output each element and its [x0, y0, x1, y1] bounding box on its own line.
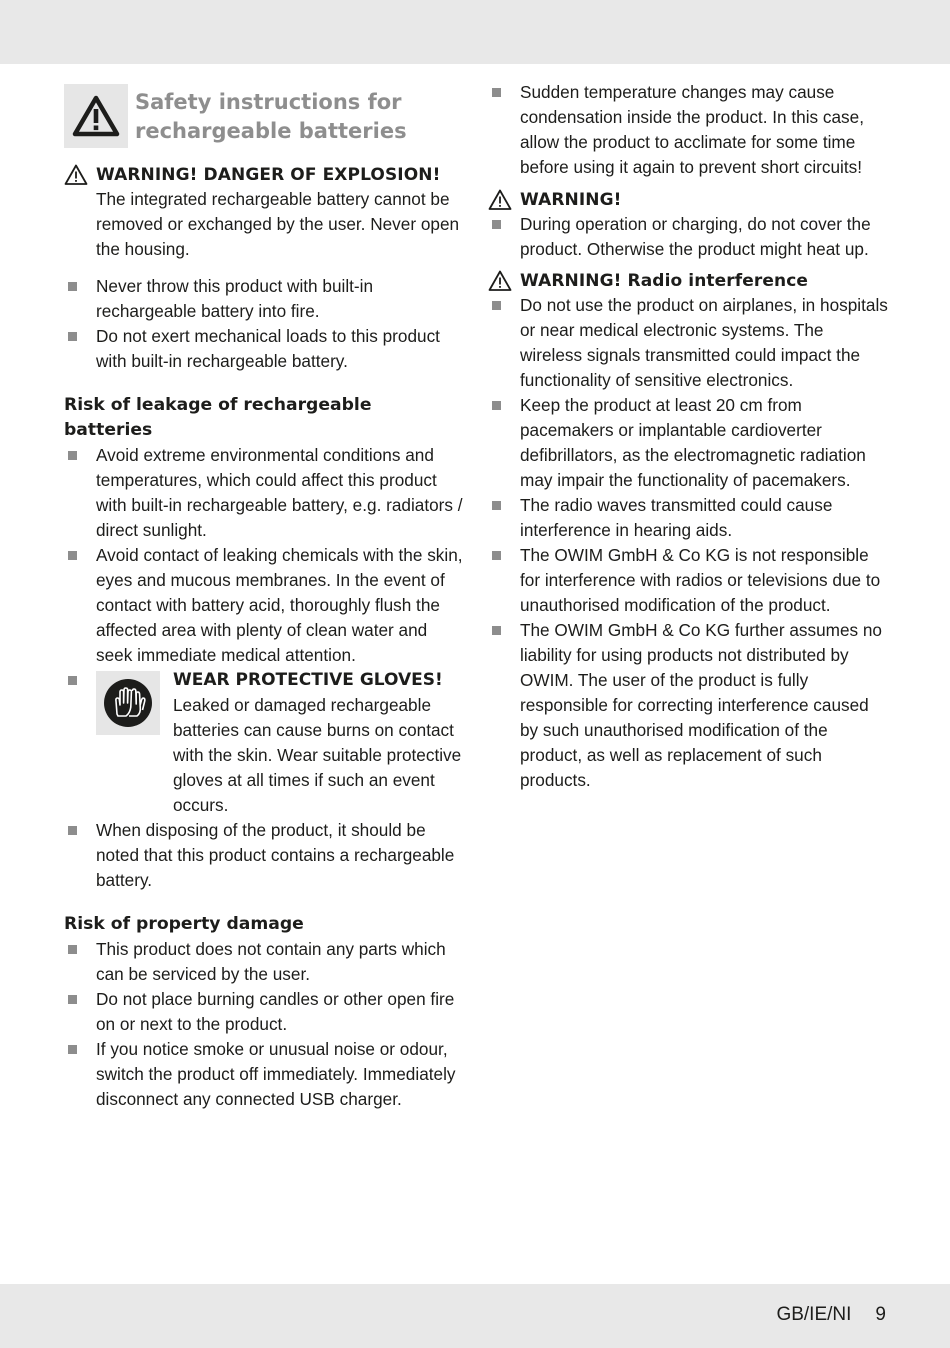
- list-item-gloves: [64, 668, 464, 818]
- explosion-warning-text: The integrated rechargeable battery cannot be removed or exchanged by the user. Never open the housing.: [96, 189, 460, 259]
- radio-interference-heading: [488, 268, 888, 293]
- list-item: During operation or charging, do not cover the product. Otherwise the product might heat up.: [488, 212, 888, 262]
- right-column: [488, 80, 888, 793]
- footer-region: GB/IE/NI: [776, 1304, 852, 1325]
- list-item: The OWIM GmbH & Co KG further assumes no liability for using products not distributed by OWIM. The user of the product is fully responsible for correcting interference caused by such unauthorised modification of the product, as well as replacement of such products.: [488, 618, 888, 793]
- title-line-1: Safety instructions for: [135, 90, 402, 114]
- explosion-warning-title: WARNING! DANGER OF EXPLOSION!: [96, 164, 441, 185]
- list-item: This product does not contain any parts which can be serviced by the user.: [64, 937, 464, 987]
- list-item: Keep the product at least 20 cm from pacemakers or implantable cardioverter defibrillators, as the electromagnetic radiation may impair the functionality of pacemakers.: [488, 393, 888, 493]
- list-item: When disposing of the product, it should be noted that this product contains a rechargeable battery.: [64, 818, 464, 893]
- gloves-warning-text: Leaked or damaged rechargeable batteries can cause burns on contact with the skin. Wear suitable protective gloves at all times if such an event occurs.: [173, 695, 462, 815]
- bullet-square-icon: [492, 88, 501, 97]
- list-item: Do not exert mechanical loads to this product with built-in rechargeable battery.: [64, 324, 464, 374]
- bullet-square-icon: [68, 282, 77, 291]
- bullet-square-icon: [492, 551, 501, 560]
- property-damage-heading: Risk of property damage: [64, 914, 304, 934]
- bullet-square-icon: [68, 1045, 77, 1054]
- bullet-square-icon: [68, 676, 77, 685]
- list-item: The radio waves transmitted could cause interference in hearing aids.: [488, 493, 888, 543]
- left-column: [64, 80, 464, 1112]
- bullet-square-icon: [68, 826, 77, 835]
- page-number: 9: [875, 1304, 886, 1325]
- list-item: If you notice smoke or unusual noise or odour, switch the product off immediately. Immediately disconnect any connected USB charger.: [64, 1037, 464, 1112]
- bullet-square-icon: [68, 451, 77, 460]
- protective-gloves-icon: [96, 671, 160, 735]
- warning-triangle-icon: [64, 164, 88, 186]
- bullet-square-icon: [492, 501, 501, 510]
- page-title: [135, 88, 407, 146]
- page-footer: [776, 1304, 886, 1326]
- warning-title: WARNING!: [520, 189, 622, 210]
- list-item: Do not use the product on airplanes, in hospitals or near medical electronic systems. The wireless signals transmitted could impact the functionality of sensitive electronics.: [488, 293, 888, 393]
- list-item: Avoid extreme environmental conditions and temperatures, which could affect this product with built-in rechargeable battery, e.g. radiators / direct sunlight.: [64, 443, 464, 543]
- list-item: Avoid contact of leaking chemicals with the skin, eyes and mucous membranes. In the event of contact with battery acid, thoroughly flush the affected area with plenty of clean water and seek immediate medical attention.: [64, 543, 464, 668]
- bullet-square-icon: [68, 945, 77, 954]
- warning-triangle-icon: [64, 84, 128, 148]
- list-item: Sudden temperature changes may cause condensation inside the product. In this case, allow the product to acclimate for some time before using it again to prevent short circuits!: [488, 80, 888, 180]
- bullet-square-icon: [68, 332, 77, 341]
- section-title: [64, 84, 464, 148]
- leakage-heading: Risk of leakage of rechargeable batteries: [64, 395, 372, 440]
- warning-heading: [488, 187, 888, 212]
- title-line-2: rechargeable batteries: [135, 119, 407, 143]
- gloves-warning-title: WEAR PROTECTIVE GLOVES!: [173, 670, 443, 690]
- warning-triangle-icon: [488, 189, 512, 211]
- bullet-square-icon: [68, 551, 77, 560]
- bullet-square-icon: [492, 626, 501, 635]
- bullet-square-icon: [492, 401, 501, 410]
- bullet-square-icon: [492, 301, 501, 310]
- list-item: Do not place burning candles or other open fire on or next to the product.: [64, 987, 464, 1037]
- warning-triangle-icon: [488, 270, 512, 292]
- header-band: [0, 0, 950, 64]
- radio-interference-title: WARNING! Radio interference: [520, 270, 809, 291]
- list-item: Never throw this product with built-in rechargeable battery into fire.: [64, 274, 464, 324]
- list-item: The OWIM GmbH & Co KG is not responsible for interference with radios or televisions due to unauthorised modification of the product.: [488, 543, 888, 618]
- bullet-square-icon: [68, 995, 77, 1004]
- bullet-square-icon: [492, 220, 501, 229]
- explosion-warning-heading: [64, 162, 464, 187]
